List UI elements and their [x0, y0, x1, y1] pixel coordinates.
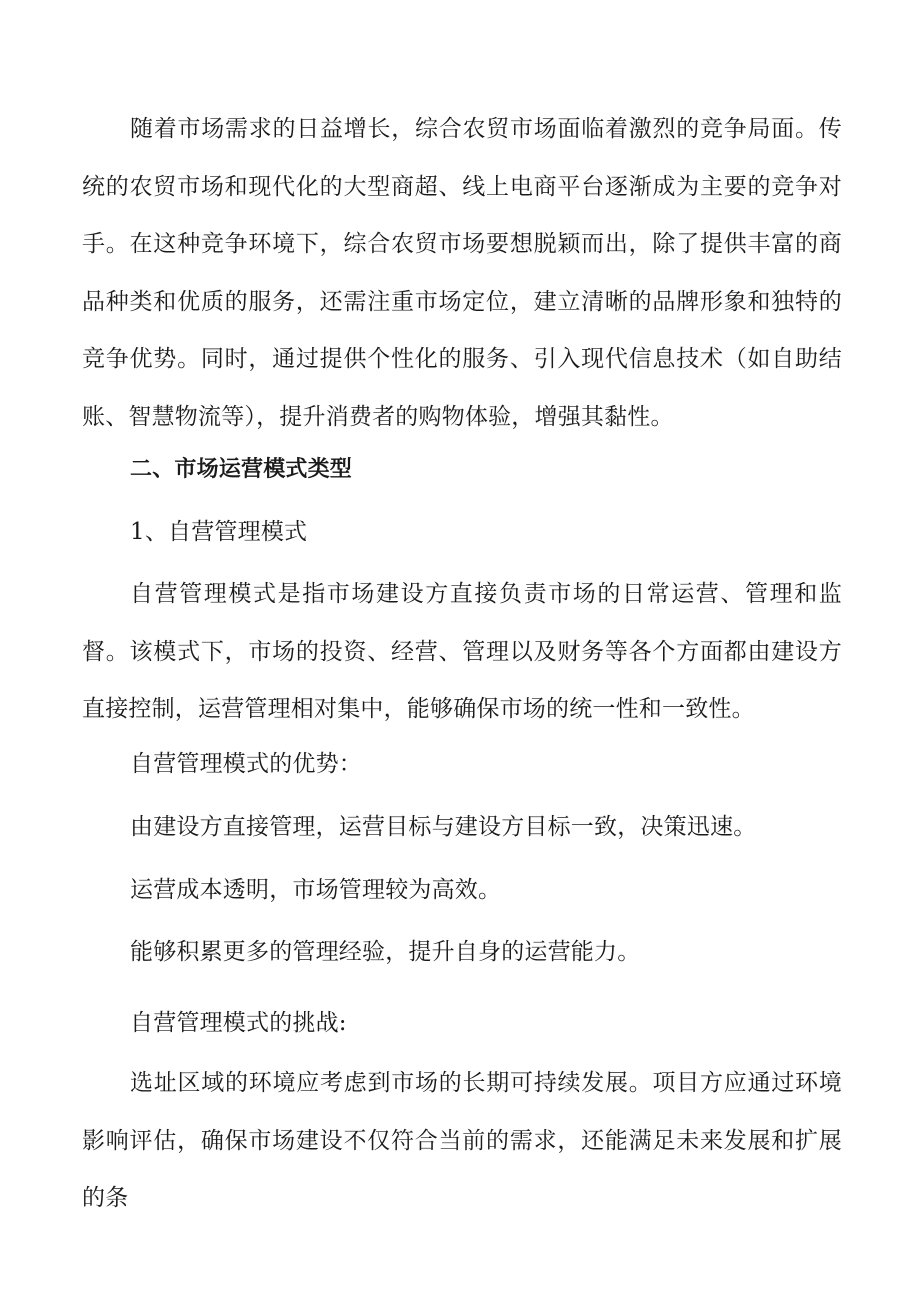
advantage-item-2: 运营成本透明，市场管理较为高效。	[130, 877, 502, 903]
paragraph-site-environment: 选址区域的环境应考虑到市场的长期可持续发展。项目方应通过环境影响评估，确保市场建设不仅符合当前的需求，还能满足未来发展和扩展的条	[82, 1070, 842, 1211]
advantages-title: 自营管理模式的优势：	[130, 751, 362, 777]
section-heading: 二、市场运营模式类型	[130, 457, 353, 482]
advantage-item-1: 由建设方直接管理，运营目标与建设方目标一致，决策迅速。	[130, 814, 757, 840]
paragraph-self-operated-definition: 自营管理模式是指市场建设方直接负责市场的日常运营、管理和监督。该模式下，市场的投资、经营、管理以及财务等各个方面都由建设方直接控制，运营管理相对集中，能够确保市场的统一性和一致性。	[82, 581, 842, 722]
challenges-title: 自营管理模式的挑战:	[130, 1010, 347, 1036]
paragraph-market-competition: 随着市场需求的日益增长，综合农贸市场面临着激烈的竞争局面。传统的农贸市场和现代化的大型商超、线上电商平台逐渐成为主要的竞争对手。在这种竞争环境下，综合农贸市场要想脱颖而出，除了提供丰富的商品种类和优质的服务，还需注重市场定位，建立清晰的品牌形象和独特的竞争优势。同时，通过提供个性化的服务、引入现代信息技术（如自助结账、智慧物流等），提升消费者的购物体验，增强其黏性。	[82, 116, 842, 430]
subsection-heading: 1、自营管理模式	[130, 519, 308, 545]
advantage-item-3: 能够积累更多的管理经验，提升自身的运营能力。	[130, 939, 641, 965]
